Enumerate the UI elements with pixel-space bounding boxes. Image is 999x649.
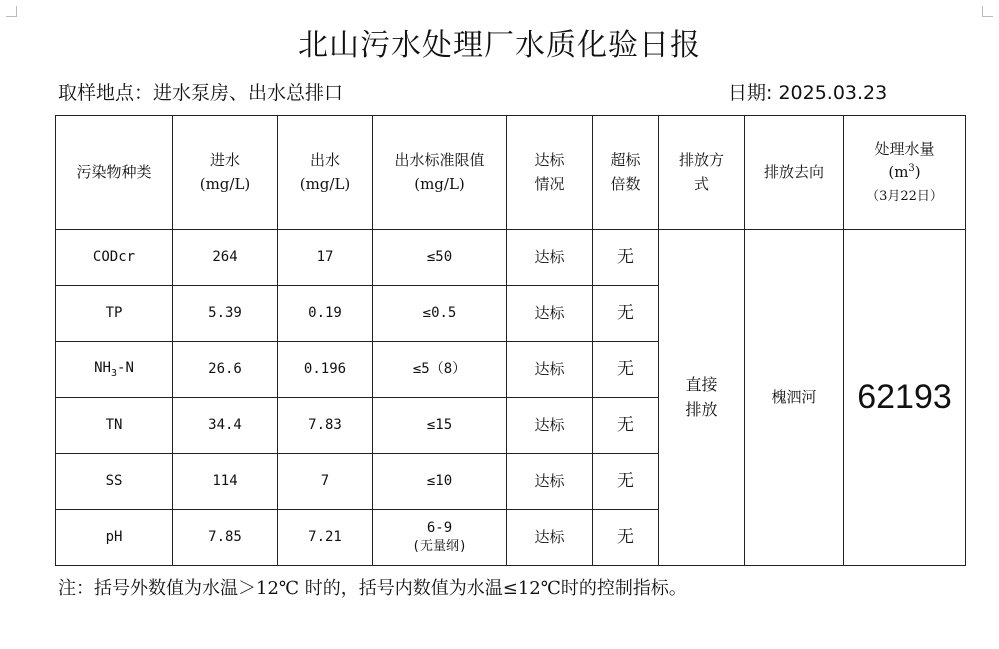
limit-value: ≤50 (373, 230, 507, 286)
report-date: 日期: 2025.03.23 (728, 82, 888, 104)
inflow-value: 26.6 (173, 342, 278, 398)
header-volume: 处理水量 $(m^3)$ （3月22日） (844, 116, 966, 230)
pollutant-name: TN (56, 398, 173, 454)
page-corner-mark (6, 6, 17, 17)
outflow-value: 0.196 (278, 342, 373, 398)
limit-value: ≤5（8） (373, 342, 507, 398)
excess-factor: 无 (593, 342, 659, 398)
excess-factor: 无 (593, 454, 659, 510)
excess-factor: 无 (593, 398, 659, 454)
header-inflow: 进水 (mg/L) (173, 116, 278, 230)
header-discharge-method: 排放方 式 (659, 116, 745, 230)
limit-value: ≤15 (373, 398, 507, 454)
header-compliance: 达标 情况 (507, 116, 593, 230)
outflow-value: 7.83 (278, 398, 373, 454)
pollutant-name: pH (56, 510, 173, 566)
footnote: 注：括号外数值为水温＞12℃ 时的，括号内数值为水温≤12℃时的控制指标。 (58, 578, 687, 599)
inflow-value: 5.39 (173, 286, 278, 342)
excess-factor: 无 (593, 510, 659, 566)
excess-factor: 无 (593, 230, 659, 286)
pollutant-name: SS (56, 454, 173, 510)
inflow-value: 264 (173, 230, 278, 286)
sampling-location: 取样地点：进水泵房、出水总排口 (58, 82, 344, 104)
compliance-status: 达标 (507, 454, 593, 510)
outflow-value: 17 (278, 230, 373, 286)
compliance-status: 达标 (507, 230, 593, 286)
discharge-method: 直接 排放 (659, 230, 745, 566)
header-excess: 超标 倍数 (593, 116, 659, 230)
compliance-status: 达标 (507, 510, 593, 566)
table-row (56, 230, 966, 286)
header-discharge-dest: 排放去向 (745, 116, 844, 230)
compliance-status: 达标 (507, 342, 593, 398)
limit-value: ≤0.5 (373, 286, 507, 342)
header-limit: 出水标准限值 (mg/L) (373, 116, 507, 230)
header-outflow: 出水 (mg/L) (278, 116, 373, 230)
inflow-value: 7.85 (173, 510, 278, 566)
report-title: 北山污水处理厂水质化验日报 (298, 28, 701, 63)
discharge-destination: 槐泗河 (745, 230, 844, 566)
header-row (56, 116, 966, 230)
header-pollutant: 污染物种类 (56, 116, 173, 230)
water-quality-table (55, 115, 966, 566)
treated-volume: 62193 (844, 230, 966, 566)
page-corner-mark (982, 6, 993, 17)
outflow-value: 0.19 (278, 286, 373, 342)
limit-value: ≤10 (373, 454, 507, 510)
inflow-value: 114 (173, 454, 278, 510)
compliance-status: 达标 (507, 286, 593, 342)
outflow-value: 7 (278, 454, 373, 510)
pollutant-name: TP (56, 286, 173, 342)
limit-value: 6-9 (无量纲) (373, 510, 507, 566)
compliance-status: 达标 (507, 398, 593, 454)
pollutant-name: $NH_3-N$ (56, 342, 173, 398)
outflow-value: 7.21 (278, 510, 373, 566)
excess-factor: 无 (593, 286, 659, 342)
pollutant-name: CODcr (56, 230, 173, 286)
inflow-value: 34.4 (173, 398, 278, 454)
